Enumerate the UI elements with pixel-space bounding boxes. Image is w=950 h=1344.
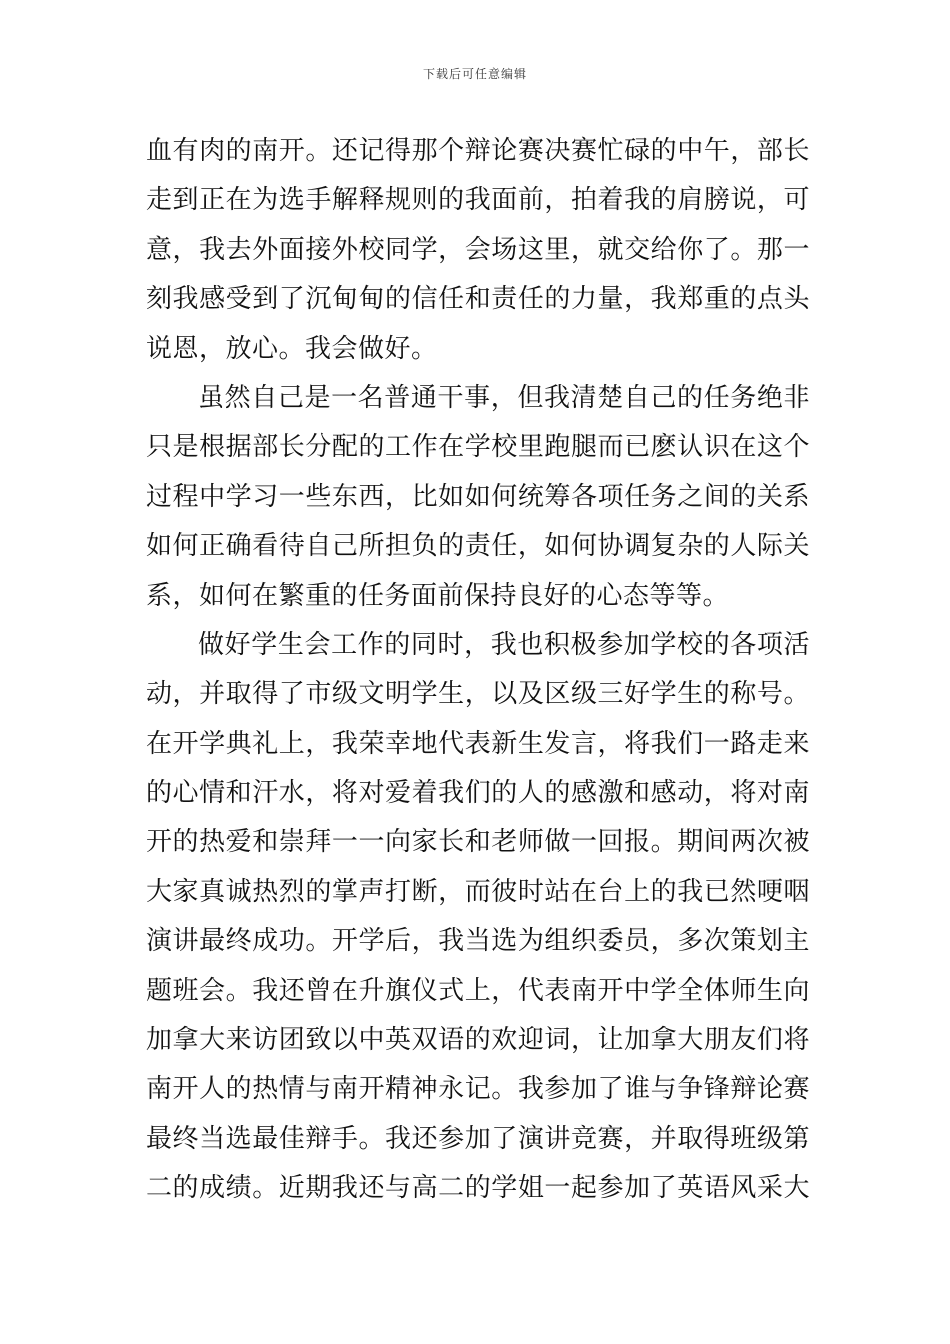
text-line: 如何正确看待自己所担负的责任，如何协调复杂的人际关 bbox=[146, 531, 810, 562]
text-line: 只是根据部长分配的工作在学校里跑腿而已麽认识在这个 bbox=[146, 432, 810, 463]
document-body bbox=[146, 127, 810, 1214]
text-line: 虽然自己是一名普通干事，但我清楚自己的任务绝非 bbox=[198, 382, 810, 413]
text-line: 过程中学习一些东西，比如如何统筹各项任务之间的关系 bbox=[146, 481, 810, 512]
text-line: 说恩，放心。我会做好。 bbox=[146, 333, 438, 364]
text-line: 动，并取得了市级文明学生，以及区级三好学生的称号。 bbox=[146, 679, 810, 710]
text-line: 走到正在为选手解释规则的我面前，拍着我的肩膀说，可 bbox=[146, 185, 810, 216]
text-line: 系，如何在繁重的任务面前保持良好的心态等等。 bbox=[146, 580, 730, 611]
text-line: 演讲最终成功。开学后，我当选为组织委员，多次策划主 bbox=[146, 926, 810, 957]
text-line: 刻我感受到了沉甸甸的信任和责任的力量，我郑重的点头 bbox=[146, 284, 810, 315]
text-line: 开的热爱和崇拜一一向家长和老师做一回报。期间两次被 bbox=[146, 827, 810, 858]
text-line: 意，我去外面接外校同学，会场这里，就交给你了。那一 bbox=[146, 234, 810, 265]
text-line: 做好学生会工作的同时，我也积极参加学校的各项活 bbox=[198, 629, 810, 660]
text-line: 在开学典礼上，我荣幸地代表新生发言，将我们一路走来 bbox=[146, 728, 810, 759]
text-line: 血有肉的南开。还记得那个辩论赛决赛忙碌的中午，部长 bbox=[146, 136, 810, 166]
text-line: 加拿大来访团致以中英双语的欢迎词，让加拿大朋友们将 bbox=[146, 1025, 810, 1056]
text-line: 南开人的热情与南开精神永记。我参加了谁与争锋辩论赛 bbox=[146, 1074, 810, 1105]
text-line: 的心情和汗水，将对爱着我们的人的感激和感动，将对南 bbox=[146, 778, 810, 809]
text-line: 题班会。我还曾在升旗仪式上，代表南开中学全体师生向 bbox=[146, 975, 810, 1006]
text-line: 最终当选最佳辩手。我还参加了演讲竞赛，并取得班级第 bbox=[146, 1123, 810, 1154]
text-line: 大家真诚热烈的掌声打断，而彼时站在台上的我已然哽咽 bbox=[146, 876, 810, 907]
page-header: 下载后可任意编辑 bbox=[422, 67, 527, 81]
text-line: 二的成绩。近期我还与高二的学姐一起参加了英语风采大 bbox=[146, 1173, 810, 1204]
